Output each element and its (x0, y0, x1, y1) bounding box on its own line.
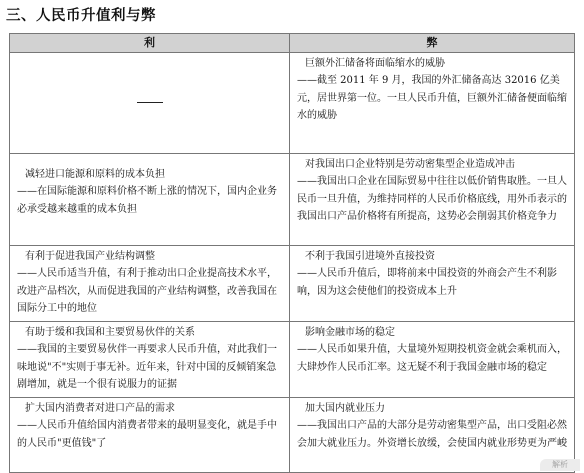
cons-heading: 加大国内就业压力 (305, 402, 385, 414)
pros-cell (10, 245, 290, 321)
cons-body: ——人民币如果升值，大量境外短期投机资金就会乘机而入，大肆炒作人民币汇率。这无疑不利于我国金融市场的稳定 (297, 344, 567, 373)
pros-body: ——在国际能源和原料价格不断上涨的情况下，国内企业务必承受越来越重的成本负担 (17, 186, 277, 215)
pros-body: ——人民币升值给国内消费者带来的最明显变化，就是手中的人民币"更值钱"了 (17, 420, 277, 449)
cons-cell (290, 245, 575, 321)
empty-dash (137, 102, 163, 103)
header-pros: 利 (10, 34, 290, 53)
pros-heading: 减轻进口能源和原料的成本负担 (25, 168, 165, 180)
analysis-badge[interactable]: 解析 (540, 459, 580, 471)
pros-heading: 扩大国内消费者对进口产品的需求 (25, 402, 175, 414)
cons-cell (290, 52, 575, 153)
table-row (10, 245, 575, 321)
cons-heading: 对我国出口企业特别是劳动密集型企业造成冲击 (305, 158, 515, 170)
pros-body: ——我国的主要贸易伙伴一再要求人民币升值，对此我们一味地说"不"实则于事无补。近年来，针对中国的反倾销案急剧增加，就是一个很有说服力的证据 (17, 344, 277, 390)
cons-body: ——我国出口产品的大部分是劳动密集型产品，出口受阻必然会加大就业压力。外资增长放缓，会使国内就业形势更为严峻 (297, 420, 567, 449)
cons-heading: 巨额外汇储备将面临缩水的威胁 (305, 57, 445, 69)
pros-cell (10, 397, 290, 472)
table-row (10, 321, 575, 397)
cons-cell (290, 397, 575, 472)
cons-cell (290, 153, 575, 245)
cons-cell (290, 321, 575, 397)
section-title: 三、人民币升值利与弊 (6, 8, 156, 24)
pros-cell (10, 321, 290, 397)
cons-body: ——截至 2011 年 9 月，我国的外汇储备高达 32016 亿美元，居世界第一位。一旦人民币升值，巨额外汇储备便面临缩水的威胁 (297, 75, 567, 121)
pros-cell (10, 52, 290, 153)
table-header-row (10, 34, 575, 53)
cons-heading: 不利于我国引进境外直接投资 (305, 250, 435, 262)
pros-cons-table (9, 33, 575, 473)
table-row (10, 397, 575, 472)
pros-heading: 有利于促进我国产业结构调整 (25, 250, 155, 262)
pros-cell (10, 153, 290, 245)
pros-body: ——人民币适当升值，有利于推动出口企业提高技术水平，改进产品档次，从而促进我国的产业结构调整，改善我国在国际分工中的地位 (17, 268, 277, 314)
header-cons: 弊 (290, 34, 575, 53)
table-row (10, 52, 575, 153)
pros-heading: 有助于缓和我国和主要贸易伙伴的关系 (25, 326, 195, 338)
table-row (10, 153, 575, 245)
cons-body: ——我国出口企业在国际贸易中往往以低价销售取胜。一旦人民币一旦升值，为维持同样的人民币价格底线，用外币表示的我国出口产品价格将有所提高，这势必会削弱其价格竞争力 (297, 176, 567, 222)
cons-heading: 影响金融市场的稳定 (305, 326, 395, 338)
cons-body: ——人民币升值后，即将前来中国投资的外商会产生不利影响，因为这会使他们的投资成本上升 (297, 268, 557, 297)
